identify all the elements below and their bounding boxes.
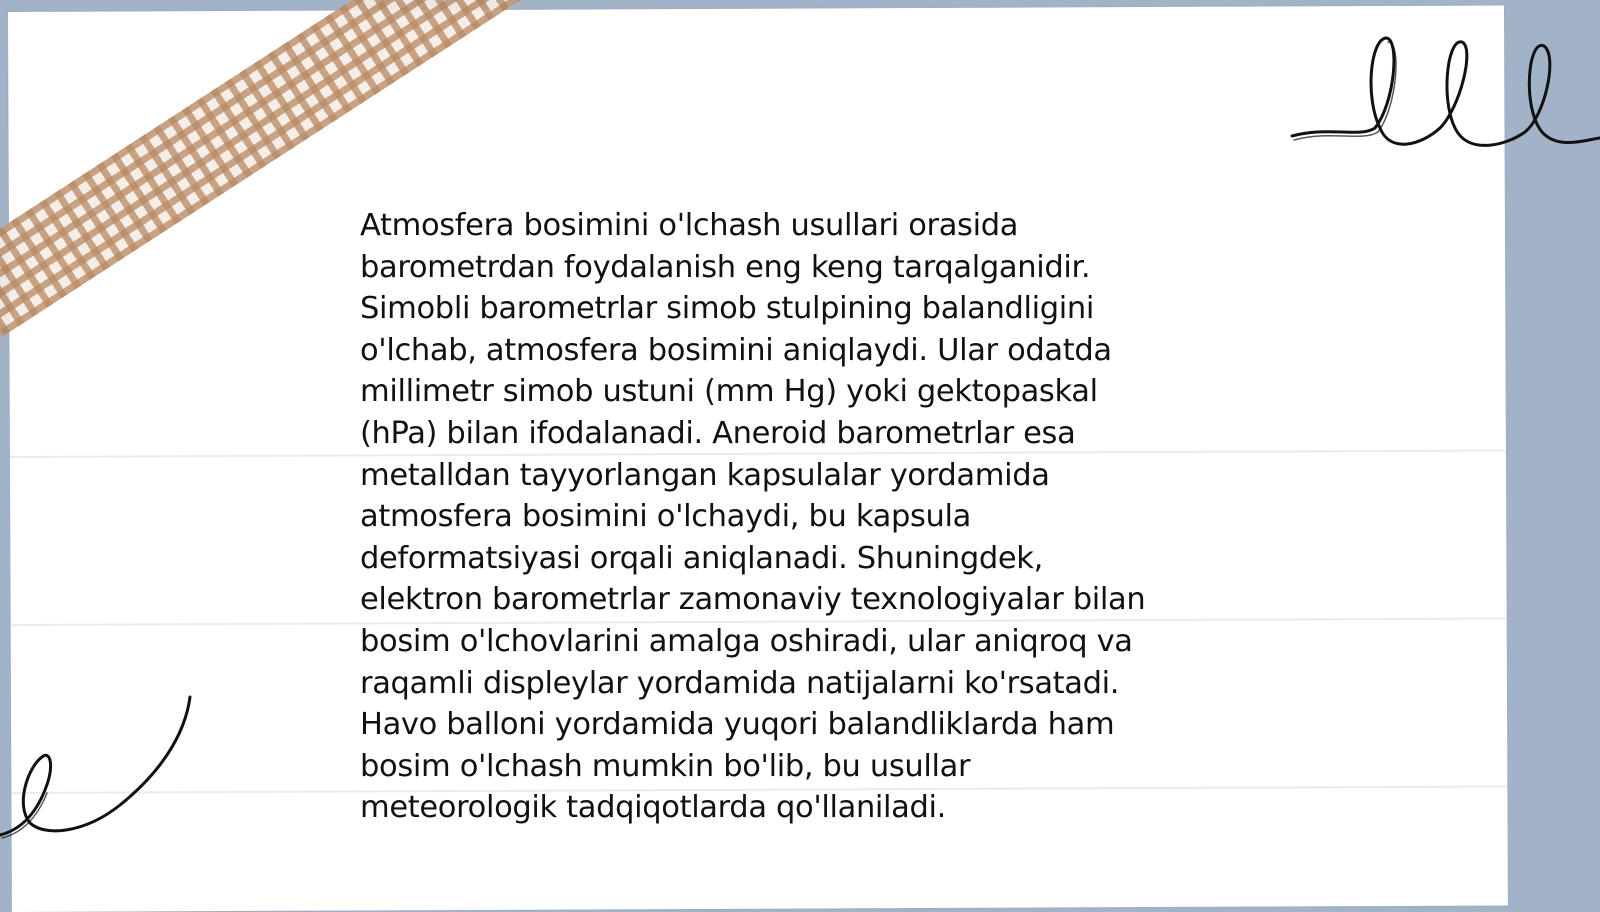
squiggle-decoration-bottom-left [0, 695, 200, 845]
squiggle-decoration-top-right [1290, 28, 1600, 168]
slide-body-text: Atmosfera bosimini o'lchash usullari orasida barometrdan foydalanish eng keng tarqalganidir. Simobli barometrlar simob stulpining balandligini o'lchab, atmosfera bosimini aniqlaydi. Ular odatda millimetr simob ustuni (mm Hg) yoki gektopaskal (hPa) bilan ifodalanadi. Aneroid barometrlar esa metalldan tayyorlangan kapsulalar yordamida atmosfera bosimini o'lchaydi, bu kapsula deformatsiyasi orqali aniqlanadi. Shuningdek, elektron barometrlar zamonaviy texnologiyalar bilan bosim o'lchovlarini amalga oshiradi, ular aniqroq va raqamli displeylar yordamida natijalarni ko'rsatadi. Havo balloni yordamida yuqori balandliklarda ham bosim o'lchash mumkin bo'lib, bu usullar meteorologik tadqiqotlarda qo'llaniladi. [360, 208, 1146, 826]
